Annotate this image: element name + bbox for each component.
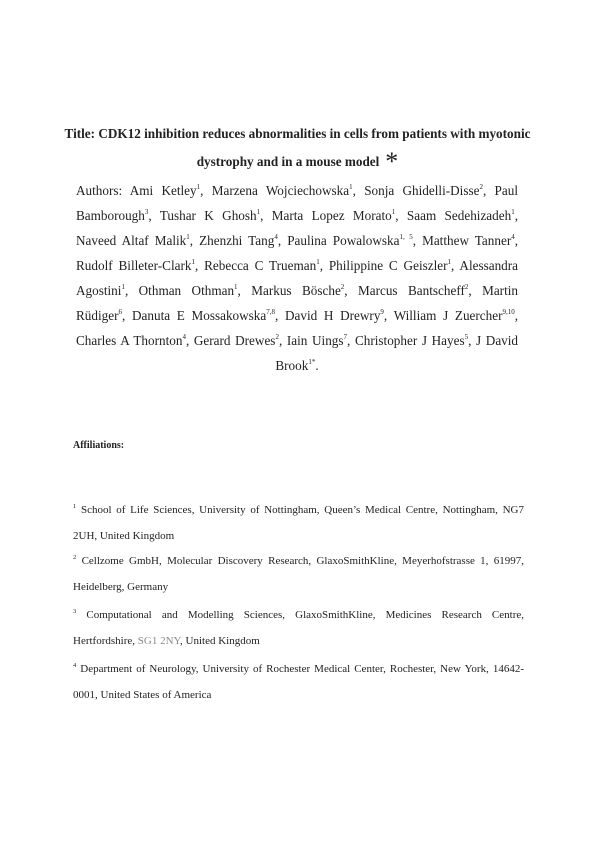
author-list: Authors: Ami Ketley$^1$, Marzena Wojciechowska$^1$, Sonja Ghidelli-Disse$^2$, Paul Bamborough$^3$, Tushar K Ghosh$^1$, Marta Lopez Morato$^1$, Saam Sedehizadeh$^1$, Naveed Altaf Malik$^1$, Zhenzhi Tang$^4$, Paulina Powalowska$^{1, 5}$, Matthew Tanner$^4$, Rudolf Billeter-Clark$^1$, Rebecca C Trueman$^1$, Philippine C Geiszler$^1$, Alessandra Agostini$^1$, Othman Othman$^1$, Markus Bösche$^2$, Marcus Bantscheff$^2$, Martin Rüdiger$^6$, Danuta E Mossakowska$^{7,8}$, David H Drewry$^9$, William J Zuercher$^{9,10}$, Charles A Thornton$^4$, Gerard Drewes$^2$, Iain Uings$^7$, Christopher J Hayes$^5$, J David Brook$^{1*}$. [76, 183, 519, 373]
author-name: Saam Sedehizadeh [406, 208, 512, 223]
author [287, 233, 413, 248]
affiliation-number: 1 [73, 503, 77, 510]
author-affiliation-number: 3 [144, 208, 149, 216]
author [199, 233, 278, 248]
affiliation-number: 2 [73, 554, 77, 561]
author-name: J David Brook [275, 333, 519, 373]
author-affiliation-number: 7 [343, 333, 348, 341]
author-name: Marta Lopez Morato [271, 208, 392, 223]
affiliation-4 [73, 656, 524, 708]
paper-title [62, 120, 533, 176]
author [212, 183, 353, 198]
author-affiliation-number: 1, 5 [399, 233, 413, 241]
author-name: Philippine C Geiszler [328, 258, 448, 273]
affiliation-number: 4 [73, 662, 77, 669]
author-name: Matthew Tanner [422, 233, 512, 248]
affiliation-1 [73, 497, 524, 549]
author-affiliation-number: 1 [511, 208, 515, 216]
author-affiliation-number: 9 [380, 308, 384, 316]
affiliation-number: 3 [73, 608, 77, 615]
author-name: William J Zuercher [393, 308, 503, 323]
affiliations-heading: Affiliations: [73, 440, 125, 451]
author-name: Alessandra Agostini [76, 258, 519, 298]
author-affiliation-number: 2 [275, 333, 279, 341]
author-name: Othman Othman [138, 283, 235, 298]
affiliation-postcode: SG1 2NY [137, 635, 181, 647]
authors-label: Authors: [76, 183, 123, 198]
author-name: Tushar K Ghosh [159, 208, 257, 223]
author-affiliation-number: 1 [234, 283, 238, 291]
author [422, 233, 515, 248]
author-affiliation-number: 2 [464, 283, 469, 291]
author-name: Ami Ketley [129, 183, 197, 198]
author [160, 208, 260, 223]
author-affiliation-number: 4 [274, 233, 278, 241]
author [204, 258, 320, 273]
author-name: Paulina Powalowska [287, 233, 400, 248]
author-name: Charles A Thornton [76, 333, 183, 348]
author-name: Markus Bösche [251, 283, 341, 298]
author [132, 308, 275, 323]
author-affiliation-number: 1* [308, 358, 316, 366]
affiliation-text: Computational and Modelling Sciences, GlaxoSmithKline, Medicines Research Centre, Hertfordshire, [73, 609, 524, 647]
author-name: Zhenzhi Tang [199, 233, 275, 248]
author-affiliation-number: 1 [186, 233, 190, 241]
author-name: Rudolf Billeter-Clark [76, 258, 192, 273]
author-affiliation-number: 5 [464, 333, 469, 341]
author-name: Gerard Drewes [193, 333, 276, 348]
author [329, 258, 451, 273]
affiliation-text: School of Life Sciences, University of Nottingham, Queen’s Medical Centre, Nottingham, NG7 2UH, United Kingdom [73, 504, 524, 542]
author-affiliation-number: 1 [256, 208, 261, 216]
author [76, 258, 195, 273]
author-affiliation-number: 1 [121, 283, 125, 291]
authors-end: . [315, 358, 319, 373]
author [130, 183, 200, 198]
author [251, 283, 344, 298]
author-affiliation-number: 1 [391, 208, 396, 216]
author-name: Danuta E Mossakowska [132, 308, 267, 323]
author [407, 208, 515, 223]
author-affiliation-number: 1 [191, 258, 195, 266]
author-name: Sonja Ghidelli-Disse [364, 183, 480, 198]
author [287, 333, 347, 348]
author-affiliation-number: 7,8 [266, 308, 275, 316]
affiliation-text: Department of Neurology, University of Rochester Medical Center, Rochester, New York, 14642-0001, United States of America [73, 663, 525, 701]
author-affiliation-number: 1 [447, 258, 451, 266]
author-affiliation-number: 2 [340, 283, 345, 291]
affiliation-2 [73, 548, 524, 600]
author-affiliation-number: 4 [511, 233, 515, 241]
author-name: David H Drewry [285, 308, 381, 323]
author-name: Marcus Bantscheff [358, 283, 465, 298]
author [76, 233, 190, 248]
author-affiliation-number: 9,10 [502, 308, 515, 316]
author [272, 208, 395, 223]
author-name: Paul Bamborough [76, 183, 518, 223]
author-affiliation-number: 1 [349, 183, 353, 191]
author-affiliation-number: 2 [479, 183, 483, 191]
author-affiliation-number: 1 [196, 183, 201, 191]
title-footnote-star: * [385, 147, 399, 176]
author-name: Naveed Altaf Malik [76, 233, 187, 248]
author-name: Martin Rüdiger [76, 283, 518, 323]
author [364, 183, 483, 198]
author [394, 308, 515, 323]
author-affiliation-number: 1 [316, 258, 320, 266]
author-name: Iain Uings [286, 333, 344, 348]
title-text: Title: CDK12 inhibition reduces abnormalities in cells from patients with myotonic dystrophy and in a mouse model [64, 126, 531, 169]
author [139, 283, 238, 298]
author [76, 333, 186, 348]
author-affiliation-number: 4 [182, 333, 186, 341]
author-affiliation-number: 6 [118, 308, 122, 316]
author-name: Christopher J Hayes [354, 333, 465, 348]
author [355, 333, 468, 348]
author-name: Rebecca C Trueman [204, 258, 317, 273]
affiliation-3 [73, 602, 524, 654]
affiliation-text: Cellzome GmbH, Molecular Discovery Research, GlaxoSmithKline, Meyerhofstrasse 1, 61997, Heidelberg, Germany [73, 555, 525, 593]
author [358, 283, 468, 298]
author [194, 333, 279, 348]
author [285, 308, 384, 323]
author-name: Marzena Wojciechowska [211, 183, 350, 198]
affiliation-text-end: , United Kingdom [180, 635, 260, 647]
